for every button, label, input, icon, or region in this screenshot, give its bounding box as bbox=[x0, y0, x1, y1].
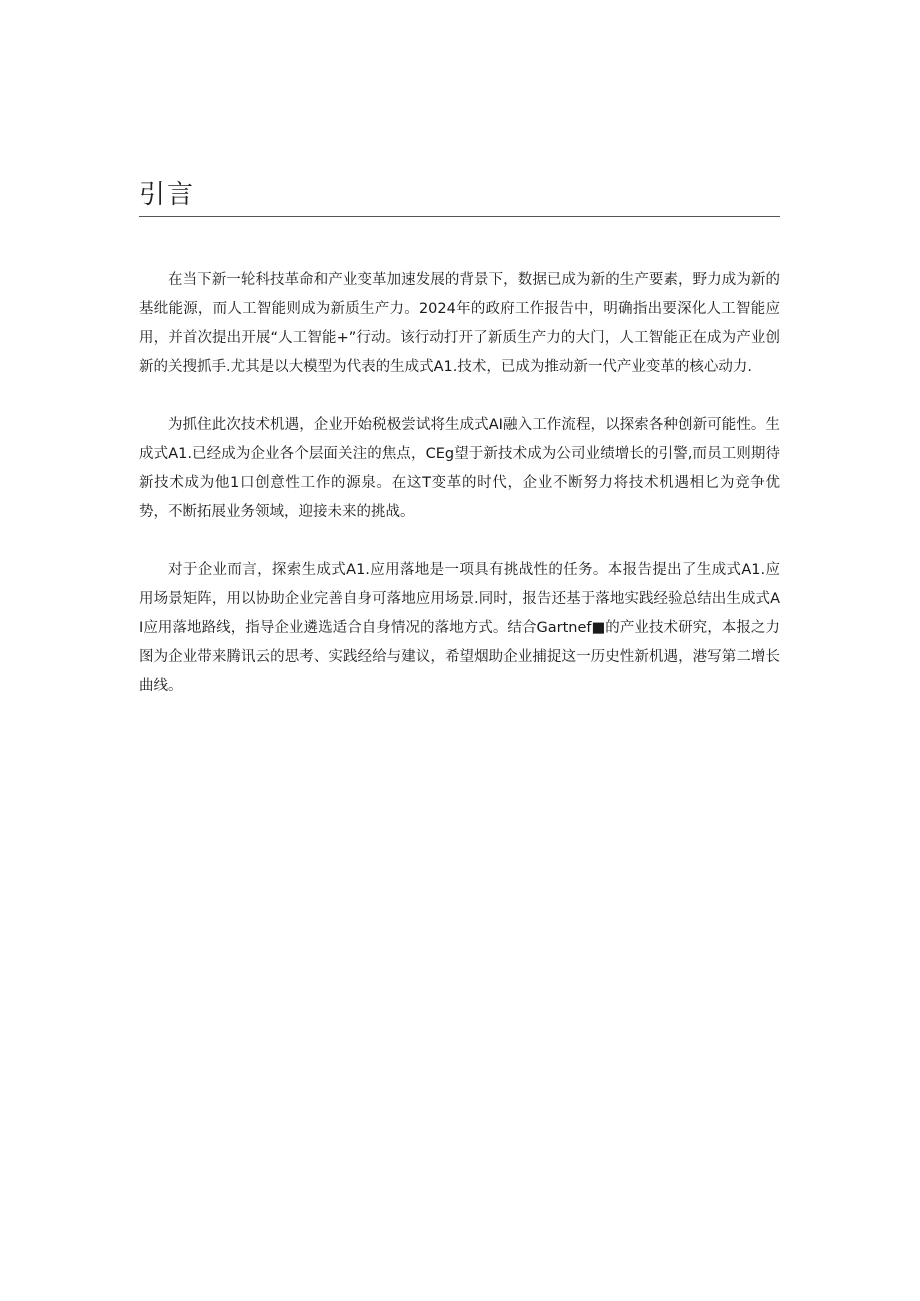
document-body bbox=[139, 266, 780, 730]
title-divider bbox=[139, 216, 780, 217]
paragraph-1: 在当下新一轮科技革命和产业变革加速发展的背景下，数据已成为新的生产要素，野力成为新的基纰能源，而人工智能则成为新质生产力。2024年的政府工作报告中，明确指出要深化人工智能应用，并首次提出开展“人工智能+”行动。该行动打开了新质生产力的大门，人工智能正在成为产业创新的关搜抓手.尤其是以大模型为代表的生成式A1.技术，已成为推动新一代产业变革的核心动力. bbox=[139, 272, 780, 375]
paragraph-2: 为抓住此次技术机遇，企业开始税极尝试将生成式AI融入工作流程，以探索各种创新可能性。生成式A1.已经成为企业各个层面关注的焦点，CEg望于新技术成为公司业绩增长的引警,而员工则期待新技术成为他1口创意性工作的源泉。在这T变革的时代，企业不断努力将技术机遇相匕为竞争优势，不断拓展业务领域，迎接未来的挑战。 bbox=[139, 417, 780, 520]
section-title: 引言 bbox=[139, 180, 196, 210]
paragraph-3: 对于企业而言，探索生成式A1.应用落地是一项具有挑战性的任务。本报告提出了生成式A1.应用场景矩阵，用以协助企业完善自身可落地应用场景.同时，报告还基于落地实践经验总结出生成式AI应用落地路线，指导企业遴选适合自身情况的落地方式。结合Gartnef■的产业技术研究，本报之力图为企业带来腾讯云的思考、实践经给与建议，希望烟助企业捕捉这一历史性新机遇，港写第二增长曲线。 bbox=[139, 562, 780, 694]
